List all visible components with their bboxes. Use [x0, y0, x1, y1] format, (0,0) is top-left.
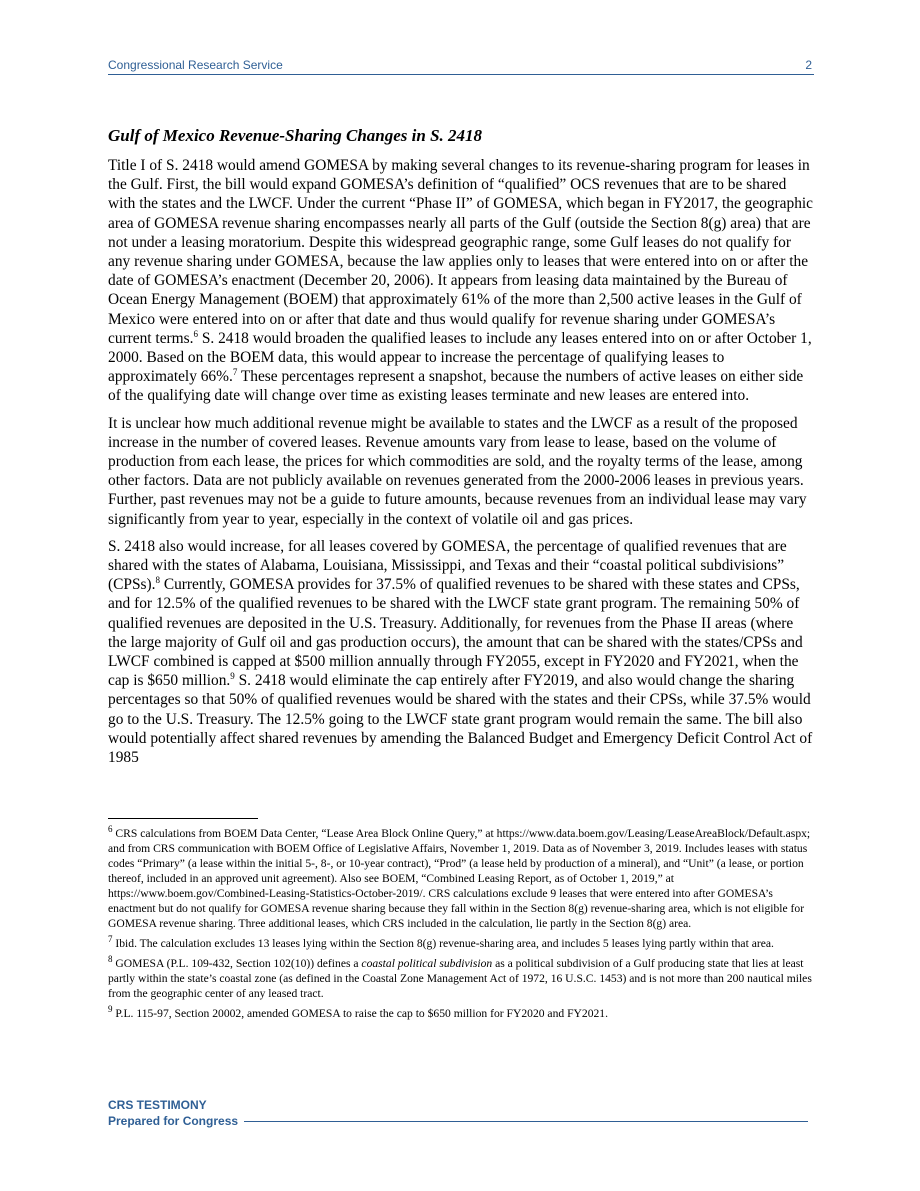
- paragraph-3-text-b: Currently, GOMESA provides for 37.5% of qualified revenues to be shared with these states and CPSs, and for 12.5% of the qualified revenues to be shared with the LWCF state grant program. The remaining 50% of qualified revenues are deposited in the U.S. Treasury. Additionally, for revenues from the Phase II areas (where the large majority of Gulf oil and gas production occurs), the amount that can be shared with the states/CPSs and LWCF combined is capped at $500 million annually through FY2055, except in FY2020 and FY2021, when the cap is $650 million.: [108, 576, 803, 690]
- footnote-text: CRS calculations from BOEM Data Center, “Lease Area Block Online Query,” at https://www.data.boem.gov/Leasing/LeaseAreaBlock/Default.aspx; and from CRS communication with BOEM Office of Legislative Affairs, November 1, 2019. Data as of November 3, 2019. Includes leases with status codes “Primary” (a lease within the initial 5-, 8-, or 10-year contract), “Prod” (a lease held by production of a mineral), and “Unit” (a lease, or portion thereof, included in an approved unit agreement). Also see BOEM, “Combined Leasing Report, as of October 1, 2019,” at https://www.boem.gov/Combined-Leasing-Statistics-October-2019/. CRS calculations exclude 9 leases that were entered into after GOMESA’s enactment but do not qualify for GOMESA revenue sharing because they fall within in the Section 8(g) revenue-sharing area, which is not eligible for GOMESA revenue sharing. Three additional leases, which CRS included in the calculation, lie partly in the Section 8(g) area.: [108, 827, 811, 930]
- footnote-text: as a political subdivision of a Gulf producing state that lies at least partly within the state’s coastal zone (as defined in the Coastal Zone Management Act of 1972, 16 U.S.C. 1453) and is not more than 200 nautical miles from the geographic center of any leased tract.: [108, 957, 812, 1000]
- paragraph-1: [108, 156, 814, 406]
- page-number: 2: [805, 58, 812, 72]
- footer-rule: [244, 1121, 808, 1122]
- footnotes-section: [108, 826, 814, 1026]
- footnote-ref-8[interactable]: 8: [155, 575, 160, 586]
- footnote-number: 6: [108, 824, 113, 835]
- footnote-ref-7[interactable]: 7: [232, 367, 238, 378]
- footer-tagline: Prepared for Congress: [108, 1114, 239, 1128]
- footnote-9: [108, 1006, 814, 1021]
- paragraph-3-text-a: S. 2418 also would increase, for all leases covered by GOMESA, the percentage of qualified revenues that are shared with the states of Alabama, Louisiana, Mississippi, and Texas and their “coastal political subdivisions” (CPSs).: [108, 537, 787, 594]
- paragraph-1-text-c: These percentages represent a snapshot, because the numbers of active leases on either side of the qualifying date will change over time as existing leases terminate and new leases are entered into.: [108, 368, 804, 405]
- footer-tagline-row: [108, 1113, 808, 1129]
- section-title: Gulf of Mexico Revenue-Sharing Changes in S. 2418: [108, 126, 483, 145]
- footnote-number: 7: [108, 934, 113, 945]
- paragraph-1-text-b: S. 2418 would broaden the qualified leases to include any leases entered into on or after October 1, 2000. Based on the BOEM data, this would appear to increase the percentage of qualifying leases to approximately 66%.: [108, 329, 812, 386]
- footnote-number: 8: [108, 954, 113, 965]
- footnote-number: 9: [108, 1004, 113, 1015]
- paragraph-3-text-c: S. 2418 would eliminate the cap entirely after FY2019, and also would change the sharing percentages so that 50% of qualified revenues would be shared with the states and their CPSs, while 37.5% would go to the U.S. Treasury. The 12.5% going to the LWCF state grant program would remain the same. The bill also would potentially affect shared revenues by amending the Balanced Budget and Emergency Deficit Control Act of 1985: [108, 672, 813, 767]
- main-content: [108, 126, 814, 775]
- footer-brand-line: CRS TESTIMONY: [108, 1098, 207, 1112]
- footnote-7: [108, 936, 814, 951]
- paragraph-1-text-a: Title I of S. 2418 would amend GOMESA by making several changes to its revenue-sharing program for leases in the Gulf. First, the bill would expand GOMESA’s definition of “qualified” OCS revenues that are to be shared with the states and the LWCF. Under the current “Phase II” of GOMESA, which began in FY2017, the geographic area of GOMESA revenue sharing encompasses nearly all parts of the Gulf (outside the Section 8(g) area) that are not under a leasing moratorium. Despite this widespread geographic range, some Gulf leases do not qualify for any revenue sharing under GOMESA, because the law applies only to leases that were entered into on or after the date of GOMESA’s enactment (December 20, 2006). It appears from leasing data maintained by the Bureau of Ocean Energy Management (BOEM) that approximately 61% of the more than 2,500 active leases in the Gulf of Mexico were entered into on or after that date and thus would qualify for revenue sharing under GOMESA’s current terms.: [108, 157, 813, 347]
- footnote-divider: [108, 818, 258, 819]
- paragraph-2: It is unclear how much additional revenue might be available to states and the LWCF as a result of the proposed increase in the number of covered leases. Revenue amounts vary from lease to lease, based on the volume of production from each lease, the prices for which commodities are sold, and the royalty terms of the lease, among other factors. Data are not publicly available on revenues generated from the 2000-2006 leases in previous years. Further, past revenues may not be a guide to future amounts, because revenues from an individual lease may vary significantly from year to year, especially in the context of volatile oil and gas prices.: [108, 414, 807, 528]
- footnote-8: [108, 956, 814, 1001]
- footnote-text: P.L. 115-97, Section 20002, amended GOMESA to raise the cap to $650 million for FY2020 and FY2021.: [112, 1007, 608, 1020]
- footnote-italic-term: coastal political subdivision: [361, 957, 493, 970]
- header-org-name: Congressional Research Service: [108, 58, 283, 72]
- page-footer: [108, 1097, 808, 1129]
- page-header: [108, 58, 814, 75]
- footnote-text: GOMESA (P.L. 109-432, Section 102(10)) defines a: [112, 957, 362, 970]
- paragraph-3: [108, 537, 814, 767]
- footnote-ref-6[interactable]: 6: [193, 328, 198, 339]
- footnote-text: Ibid. The calculation excludes 13 leases lying within the Section 8(g) revenue-sharing area, and includes 5 leases lying partly within that area.: [112, 937, 774, 950]
- footnote-6: [108, 826, 814, 931]
- footnote-ref-9[interactable]: 9: [230, 671, 235, 682]
